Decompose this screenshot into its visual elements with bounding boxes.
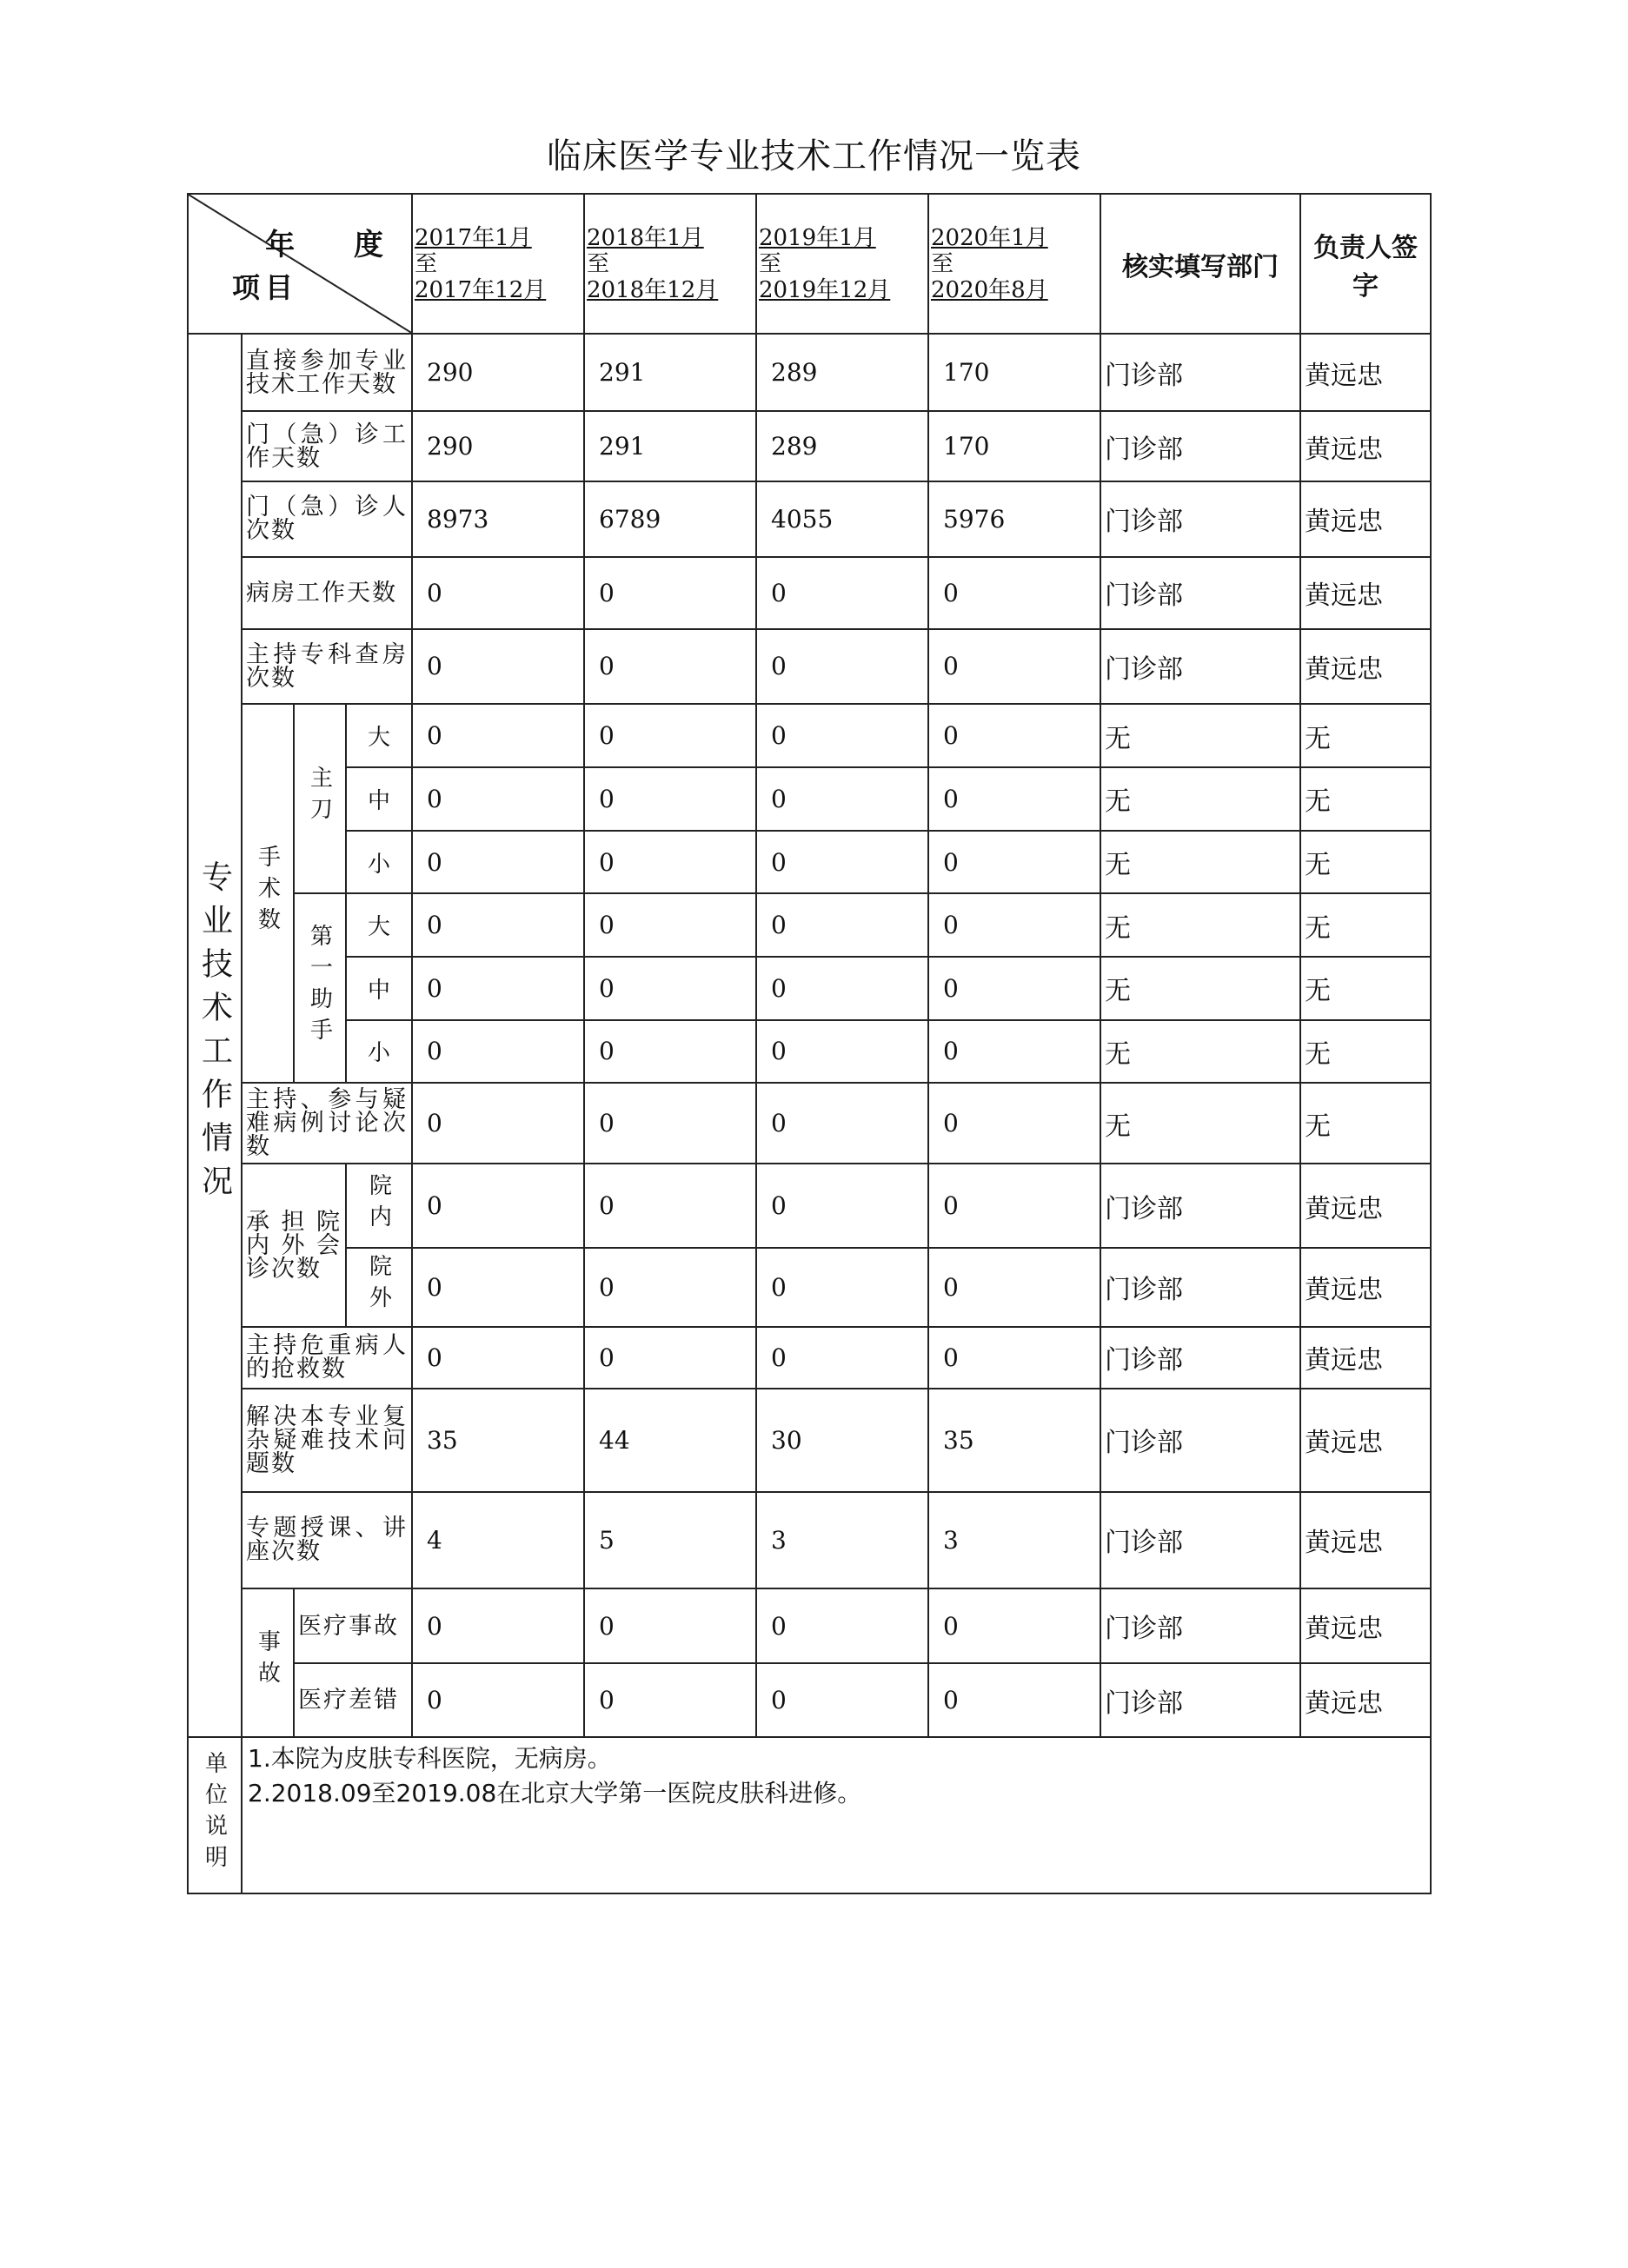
item-label: 解决本专业复杂疑难技术问题数 xyxy=(242,1389,412,1492)
item-label: 门（急）诊工作天数 xyxy=(242,411,412,481)
value-cell: 0 xyxy=(584,1020,756,1084)
value-cell: 0 xyxy=(756,893,928,957)
table-row xyxy=(188,334,1431,411)
value-cell: 44 xyxy=(584,1389,756,1492)
size-label: 中 xyxy=(346,957,412,1020)
value-cell: 0 xyxy=(584,1164,756,1248)
table-row xyxy=(188,767,1431,831)
value-cell: 0 xyxy=(412,704,584,767)
dept-header: 核实填写部门 xyxy=(1100,194,1300,334)
dept-cell: 门诊部 xyxy=(1100,1248,1300,1327)
value-cell: 0 xyxy=(928,1663,1100,1737)
sign-cell: 无 xyxy=(1300,767,1431,831)
value-cell: 291 xyxy=(584,334,756,411)
value-cell: 0 xyxy=(756,1083,928,1164)
value-cell: 0 xyxy=(756,1164,928,1248)
value-cell: 0 xyxy=(584,893,756,957)
sign-cell: 黄远忠 xyxy=(1300,1492,1431,1588)
item-label: 医疗事故 xyxy=(294,1588,412,1664)
size-label: 大 xyxy=(346,893,412,957)
value-cell: 170 xyxy=(928,334,1100,411)
value-cell: 0 xyxy=(928,1588,1100,1664)
value-cell: 0 xyxy=(928,704,1100,767)
value-cell: 0 xyxy=(756,1588,928,1664)
value-cell: 291 xyxy=(584,411,756,481)
period-to: 2017年12月 xyxy=(415,276,547,303)
sign-cell: 黄远忠 xyxy=(1300,1248,1431,1327)
value-cell: 0 xyxy=(412,1588,584,1664)
header-row xyxy=(188,194,1431,334)
table-row xyxy=(188,957,1431,1020)
size-label: 大 xyxy=(346,704,412,767)
value-cell: 0 xyxy=(412,1248,584,1327)
value-cell: 0 xyxy=(584,704,756,767)
year-header-label: 年 度 xyxy=(265,228,408,262)
value-cell: 0 xyxy=(584,1588,756,1664)
period-header-4 xyxy=(928,194,1100,334)
work-summary-table xyxy=(187,193,1432,1894)
dept-cell: 无 xyxy=(1100,893,1300,957)
value-cell: 0 xyxy=(412,1164,584,1248)
table-row xyxy=(188,481,1431,557)
document-title: 临床医学专业技术工作情况一览表 xyxy=(547,136,1081,176)
value-cell: 290 xyxy=(412,334,584,411)
value-cell: 4 xyxy=(412,1492,584,1588)
sign-cell: 无 xyxy=(1300,957,1431,1020)
period-to-word: 至 xyxy=(759,250,782,277)
dept-cell: 无 xyxy=(1100,1020,1300,1084)
value-cell: 0 xyxy=(756,767,928,831)
dept-cell: 门诊部 xyxy=(1100,334,1300,411)
note-line: 1.本院为皮肤专科医院，无病房。 xyxy=(248,1744,612,1774)
sign-cell: 黄远忠 xyxy=(1300,1164,1431,1248)
dept-cell: 无 xyxy=(1100,957,1300,1020)
sign-cell: 黄远忠 xyxy=(1300,481,1431,557)
value-cell: 0 xyxy=(584,557,756,629)
dept-cell: 无 xyxy=(1100,1083,1300,1164)
sign-cell: 无 xyxy=(1300,1020,1431,1084)
chief-surgeon-label xyxy=(294,704,346,893)
table-row xyxy=(188,1083,1431,1164)
table-row xyxy=(188,1492,1431,1588)
item-label: 主持危重病人的抢救数 xyxy=(242,1327,412,1389)
value-cell: 0 xyxy=(412,1663,584,1737)
value-cell: 0 xyxy=(928,893,1100,957)
in-hospital-label-text: 院内 xyxy=(365,1172,392,1236)
value-cell: 0 xyxy=(928,1164,1100,1248)
dept-cell: 门诊部 xyxy=(1100,481,1300,557)
dept-cell: 门诊部 xyxy=(1100,1492,1300,1588)
value-cell: 35 xyxy=(412,1389,584,1492)
sign-cell: 无 xyxy=(1300,831,1431,894)
table-row xyxy=(188,411,1431,481)
value-cell: 0 xyxy=(756,831,928,894)
table-row xyxy=(188,1164,1431,1248)
out-hospital-label xyxy=(346,1248,412,1327)
period-to-word: 至 xyxy=(415,250,438,277)
value-cell: 6789 xyxy=(584,481,756,557)
value-cell: 5 xyxy=(584,1492,756,1588)
table-row xyxy=(188,704,1431,767)
table-row xyxy=(188,1588,1431,1664)
period-from: 2019年1月 xyxy=(759,224,876,251)
value-cell: 0 xyxy=(928,767,1100,831)
value-cell: 0 xyxy=(756,1248,928,1327)
value-cell: 0 xyxy=(756,629,928,705)
item-label: 病房工作天数 xyxy=(242,557,412,629)
notes-label: 单位说明 xyxy=(201,1751,228,1877)
first-assistant-label xyxy=(294,893,346,1083)
value-cell: 0 xyxy=(928,957,1100,1020)
period-to-word: 至 xyxy=(931,250,954,277)
value-cell: 290 xyxy=(412,411,584,481)
chief-surgeon-label-text: 主刀 xyxy=(306,766,333,829)
value-cell: 0 xyxy=(412,1083,584,1164)
value-cell: 0 xyxy=(584,1083,756,1164)
sign-header: 负责人签字 xyxy=(1300,194,1431,334)
value-cell: 3 xyxy=(928,1492,1100,1588)
value-cell: 0 xyxy=(756,1663,928,1737)
value-cell: 0 xyxy=(412,1020,584,1084)
value-cell: 4055 xyxy=(756,481,928,557)
period-from: 2017年1月 xyxy=(415,224,532,251)
dept-cell: 门诊部 xyxy=(1100,629,1300,705)
value-cell: 0 xyxy=(584,1327,756,1389)
sign-cell: 黄远忠 xyxy=(1300,1327,1431,1389)
sign-cell: 无 xyxy=(1300,1083,1431,1164)
section-label-cell xyxy=(188,334,242,1737)
value-cell: 0 xyxy=(756,1020,928,1084)
value-cell: 0 xyxy=(928,831,1100,894)
value-cell: 170 xyxy=(928,411,1100,481)
period-header-2 xyxy=(584,194,756,334)
value-cell: 0 xyxy=(412,767,584,831)
item-header-label: 项目 xyxy=(232,271,299,304)
value-cell: 3 xyxy=(756,1492,928,1588)
dept-cell: 门诊部 xyxy=(1100,557,1300,629)
incident-group-label-text: 事故 xyxy=(254,1629,281,1693)
table-row xyxy=(188,1248,1431,1327)
value-cell: 5976 xyxy=(928,481,1100,557)
notes-cell xyxy=(242,1737,1431,1893)
table-row xyxy=(188,1327,1431,1389)
surgery-group-label xyxy=(242,704,294,1083)
period-header-1 xyxy=(412,194,584,334)
value-cell: 0 xyxy=(756,957,928,1020)
value-cell: 0 xyxy=(928,1248,1100,1327)
value-cell: 0 xyxy=(756,1327,928,1389)
dept-cell: 无 xyxy=(1100,767,1300,831)
period-from: 2018年1月 xyxy=(587,224,704,251)
sign-cell: 黄远忠 xyxy=(1300,1389,1431,1492)
sign-cell: 黄远忠 xyxy=(1300,411,1431,481)
diagonal-line xyxy=(189,195,412,334)
corner-header-cell xyxy=(188,194,412,334)
value-cell: 35 xyxy=(928,1389,1100,1492)
item-label: 医疗差错 xyxy=(294,1663,412,1737)
value-cell: 0 xyxy=(584,629,756,705)
sign-cell: 黄远忠 xyxy=(1300,629,1431,705)
sign-cell: 黄远忠 xyxy=(1300,557,1431,629)
value-cell: 0 xyxy=(928,1020,1100,1084)
sign-cell: 无 xyxy=(1300,893,1431,957)
value-cell: 0 xyxy=(412,1327,584,1389)
value-cell: 0 xyxy=(412,629,584,705)
value-cell: 0 xyxy=(928,1327,1100,1389)
table-row xyxy=(188,1020,1431,1084)
note-line: 2.2018.09至2019.08在北京大学第一医院皮肤科进修。 xyxy=(248,1779,862,1808)
value-cell: 30 xyxy=(756,1389,928,1492)
period-to: 2019年12月 xyxy=(759,276,891,303)
in-hospital-label xyxy=(346,1164,412,1248)
dept-cell: 门诊部 xyxy=(1100,1164,1300,1248)
value-cell: 0 xyxy=(412,557,584,629)
size-label: 小 xyxy=(346,1020,412,1084)
item-label: 门（急）诊人次数 xyxy=(242,481,412,557)
period-from: 2020年1月 xyxy=(931,224,1048,251)
value-cell: 0 xyxy=(928,557,1100,629)
notes-row xyxy=(188,1737,1431,1893)
size-label: 小 xyxy=(346,831,412,894)
value-cell: 0 xyxy=(584,767,756,831)
value-cell: 289 xyxy=(756,411,928,481)
period-to-word: 至 xyxy=(587,250,610,277)
period-to: 2020年8月 xyxy=(931,276,1048,303)
sign-cell: 黄远忠 xyxy=(1300,1663,1431,1737)
value-cell: 0 xyxy=(584,1663,756,1737)
value-cell: 0 xyxy=(412,831,584,894)
incident-group-label xyxy=(242,1588,294,1738)
dept-cell: 门诊部 xyxy=(1100,1663,1300,1737)
value-cell: 8973 xyxy=(412,481,584,557)
dept-cell: 门诊部 xyxy=(1100,1588,1300,1664)
item-label: 主持、参与疑难病例讨论次数 xyxy=(242,1083,412,1164)
table-row xyxy=(188,629,1431,705)
item-label: 专题授课、讲座次数 xyxy=(242,1492,412,1588)
dept-cell: 门诊部 xyxy=(1100,1327,1300,1389)
table-row xyxy=(188,1389,1431,1492)
first-assistant-label-text: 第一助手 xyxy=(306,924,333,1050)
section-label: 专业技术工作情况 xyxy=(196,859,233,1208)
table-row xyxy=(188,893,1431,957)
value-cell: 0 xyxy=(584,957,756,1020)
sign-cell: 无 xyxy=(1300,704,1431,767)
value-cell: 0 xyxy=(412,893,584,957)
value-cell: 0 xyxy=(756,704,928,767)
value-cell: 0 xyxy=(756,557,928,629)
item-label: 主持专科查房次数 xyxy=(242,629,412,705)
period-header-3 xyxy=(756,194,928,334)
dept-cell: 门诊部 xyxy=(1100,1389,1300,1492)
size-label: 中 xyxy=(346,767,412,831)
value-cell: 0 xyxy=(584,831,756,894)
out-hospital-label-text: 院外 xyxy=(365,1254,392,1317)
value-cell: 0 xyxy=(928,629,1100,705)
item-label: 直接参加专业技术工作天数 xyxy=(242,334,412,411)
value-cell: 0 xyxy=(584,1248,756,1327)
consult-group-label: 承担院内外会诊次数 xyxy=(242,1164,346,1327)
value-cell: 289 xyxy=(756,334,928,411)
value-cell: 0 xyxy=(928,1083,1100,1164)
value-cell: 0 xyxy=(412,957,584,1020)
table-row xyxy=(188,1663,1431,1737)
table-row xyxy=(188,831,1431,894)
dept-cell: 无 xyxy=(1100,704,1300,767)
sign-cell: 黄远忠 xyxy=(1300,334,1431,411)
notes-label-cell xyxy=(188,1737,242,1893)
surgery-group-label-text: 手术数 xyxy=(254,845,281,939)
dept-cell: 无 xyxy=(1100,831,1300,894)
dept-cell: 门诊部 xyxy=(1100,411,1300,481)
period-to: 2018年12月 xyxy=(587,276,719,303)
sign-cell: 黄远忠 xyxy=(1300,1588,1431,1664)
table-row xyxy=(188,557,1431,629)
